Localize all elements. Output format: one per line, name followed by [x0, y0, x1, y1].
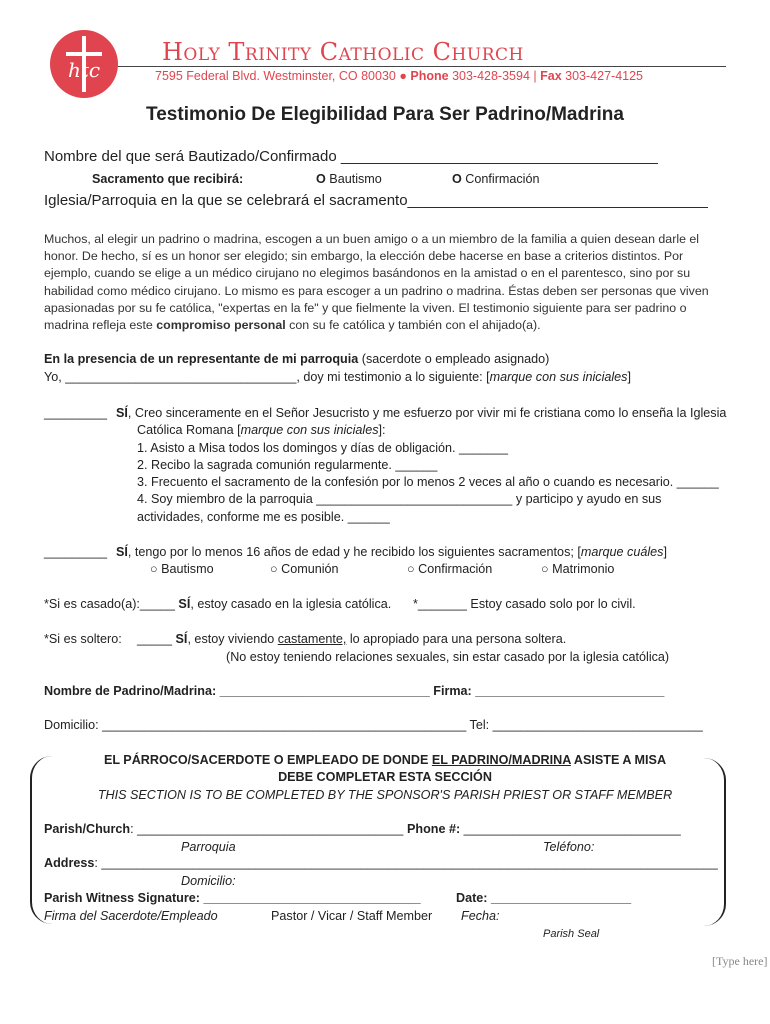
radio-icon: O: [452, 172, 462, 186]
parroquia-label: Parroquia: [181, 840, 236, 854]
single-text: , estoy viviendo: [187, 632, 278, 646]
parish-church-field[interactable]: [44, 822, 403, 836]
age-initials-blank[interactable]: _________: [44, 545, 108, 559]
parish-phone-label: Phone #:: [407, 822, 461, 836]
checkbox-comunion[interactable]: ○ Comunión: [270, 562, 339, 576]
checkbox-bautismo[interactable]: ○ Bautismo: [150, 562, 214, 576]
parish-church-line: : ______________________________________: [130, 822, 404, 836]
church-logo: [50, 30, 118, 98]
single-text-2: lo apropiado para una persona soltera.: [346, 632, 567, 646]
option-bautismo-label: Bautismo: [329, 172, 382, 186]
faith-statement-cont: [137, 423, 386, 437]
married-label: *Si es casado(a):_____: [44, 597, 175, 611]
si-label: SÍ: [116, 406, 128, 420]
option-confirmacion[interactable]: [452, 172, 540, 186]
logo-text: htc: [67, 58, 101, 82]
yo-text: Yo, _________________________________, doy mi testimonio a lo siguiente: [: [44, 370, 490, 384]
item-communion[interactable]: 2. Recibo la sagrada comunión regularmente. ______: [137, 458, 438, 472]
single-label: *Si es soltero:: [44, 632, 122, 646]
age-statement: [116, 545, 667, 559]
address: 7595 Federal Blvd. Westminster, CO 80030 ●: [155, 69, 407, 83]
single-note: (No estoy teniendo relaciones sexuales, sin estar casado por la iglesia católica): [226, 650, 670, 664]
presence-rest: (sacerdote o empleado asignado): [358, 352, 550, 366]
phone-label: Phone: [410, 69, 449, 83]
age-italic: marque cuáles: [580, 545, 664, 559]
faith-text-2: Católica Romana [: [137, 423, 241, 437]
radio-icon: O: [316, 172, 326, 186]
baptized-name-field[interactable]: Nombre del que será Bautizado/Confirmado ______________________________________: [44, 148, 658, 165]
checkbox-matrimonio[interactable]: ○ Matrimonio: [541, 562, 615, 576]
parish-heading-1u: EL PADRINO/MADRINA: [431, 753, 571, 767]
parish-heading-1b: ASISTE A MISA: [570, 753, 667, 767]
option-bautismo[interactable]: [316, 172, 382, 186]
document-title: Testimonio De Elegibilidad Para Ser Padrino/Madrina: [146, 104, 624, 125]
sponsor-address-phone-field[interactable]: Domicilio: ____________________________________________________ Tel: ______________________________: [44, 718, 703, 732]
si-label: SÍ: [178, 597, 191, 611]
logo-cross-horizontal: [66, 52, 102, 56]
date-field[interactable]: Date: ____________________: [456, 891, 632, 905]
fax-number: 303-427-4125: [565, 69, 644, 83]
fax-label: Fax: [540, 69, 562, 83]
yo-testimony-line[interactable]: [44, 370, 631, 384]
item-mass[interactable]: 1. Asisto a Misa todos los domingos y días de obligación. _______: [137, 441, 509, 455]
yo-italic: marque con sus iniciales: [489, 370, 628, 384]
item-parish-member[interactable]: 4. Soy miembro de la parroquia ____________________________ y participo y ayudo en sus: [137, 492, 662, 506]
age-text-end: ]: [663, 545, 667, 559]
single-underlined: castamente,: [277, 632, 347, 646]
header-rule: [118, 66, 726, 67]
witness-signature-field[interactable]: Parish Witness Signature: _______________________________: [44, 891, 421, 905]
church-address-line: [155, 69, 643, 83]
parish-church-label: Parish/Church: [44, 822, 131, 836]
parish-phone-line: _______________________________: [460, 822, 681, 836]
parish-address-line: : ________________________________________________________________________________________: [94, 856, 718, 870]
sacrament-label: Sacramento que recibirá:: [92, 172, 244, 186]
telefono-label: Teléfono:: [543, 840, 595, 854]
faith-initials-blank[interactable]: _________: [44, 406, 108, 420]
option-confirmacion-label: Confirmación: [465, 172, 540, 186]
married-field[interactable]: [44, 597, 391, 611]
yo-end: ]: [627, 370, 631, 384]
si-label: SÍ: [116, 545, 128, 559]
parish-heading-1a: EL PÁRROCO/SACERDOTE O EMPLEADO DE DONDE: [103, 753, 432, 767]
parish-address-label: Address: [44, 856, 95, 870]
fecha-label: Fecha:: [461, 909, 500, 923]
intro-text: Muchos, al elegir un padrino o madrina, escogen a un buen amigo o a un miembro de la familia a quien desean darle el honor. De hecho, sí es un honor ser elegido; sin embargo, la elección debe hacerse en base a criterios distintos. Por ejemplo, cuando se elige a un médico cirujano no elegimos basándonos en la amistad o en el parentesco, sino por su habilidad como médico cirujano. Lo mismo es para escoger a un padrino o madrina. Éstas deben ser personas que viven apasionadas por su fe católica, "expertas en la fe" y que fielmente la viven. El testimonio siguiente para ser padrino o madrina refleja este: [44, 232, 709, 333]
parish-address-field[interactable]: [44, 856, 718, 870]
parish-phone-field[interactable]: [407, 822, 681, 836]
footer-placeholder[interactable]: [Type here]: [712, 954, 768, 968]
church-name: Holy Trinity Catholic Church: [162, 38, 524, 66]
faith-statement: [116, 406, 726, 420]
sponsor-name-signature-field[interactable]: Nombre de Padrino/Madrina: ______________________________ Firma: ___________________________: [44, 684, 665, 698]
phone-number: 303-428-3594 |: [452, 69, 537, 83]
parish-celebration-field[interactable]: Iglesia/Parroquia en la que se celebrará el sacramento____________________________________: [44, 192, 708, 209]
parish-heading-1: [0, 753, 770, 767]
item-parish-member-cont[interactable]: actividades, conforme me es posible. ______: [137, 510, 390, 524]
civil-married-field[interactable]: *_______ Estoy casado solo por lo civil.: [413, 597, 636, 611]
presence-line: [44, 352, 549, 366]
married-text: , estoy casado en la iglesia católica.: [190, 597, 392, 611]
presence-bold: En la presencia de un representante de mi parroquia: [44, 352, 359, 366]
intro-bold: compromiso personal: [156, 318, 286, 333]
si-label: SÍ: [175, 632, 188, 646]
intro-paragraph: [44, 231, 716, 334]
pastor-label: Pastor / Vicar / Staff Member: [271, 909, 433, 923]
parish-heading-2: DEBE COMPLETAR ESTA SECCIÓN: [278, 770, 492, 784]
parish-seal-label: Parish Seal: [543, 928, 600, 940]
single-field[interactable]: [137, 632, 566, 646]
checkbox-confirmacion[interactable]: ○ Confirmación: [407, 562, 493, 576]
single-blank: _____: [137, 632, 173, 646]
item-confession[interactable]: 3. Frecuento el sacramento de la confesión por lo menos 2 veces al año o cuando es necesario. ______: [137, 475, 719, 489]
age-text: , tengo por lo menos 16 años de edad y he recibido los siguientes sacramentos; [: [127, 545, 581, 559]
faith-italic: marque con sus iniciales: [240, 423, 379, 437]
faith-text: , Creo sinceramente en el Señor Jesucristo y me esfuerzo por vivir mi fe cristiana como lo enseña la Iglesia: [127, 406, 727, 420]
faith-text-2-end: ]:: [378, 423, 386, 437]
firma-label: Firma del Sacerdote/Empleado: [44, 909, 218, 923]
intro-end: con su fe católica y también con el ahijado(a).: [285, 318, 541, 333]
domicilio-label: Domicilio:: [181, 874, 236, 888]
parish-heading-3: THIS SECTION IS TO BE COMPLETED BY THE SPONSOR'S PARISH PRIEST OR STAFF MEMBER: [97, 788, 673, 802]
